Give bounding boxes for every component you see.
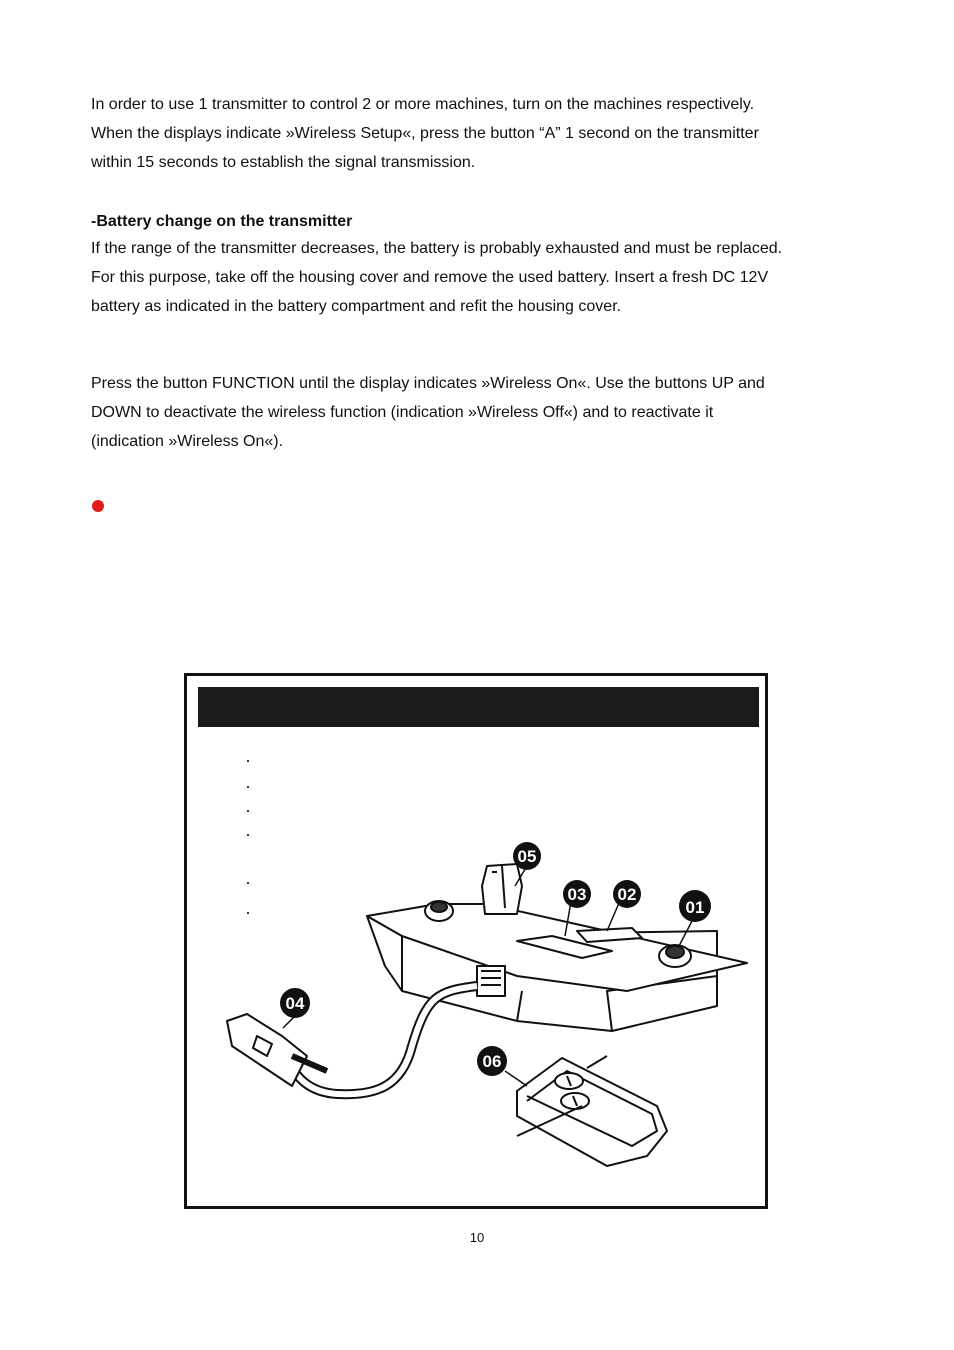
right-knob [659, 945, 691, 967]
callout-05 [513, 842, 541, 870]
callout-01 [679, 890, 711, 922]
text-line: In order to use 1 transmitter to control 2 or more machines, turn on the machines respectively. [91, 96, 755, 113]
red-bullet-icon [92, 500, 104, 512]
text-line: If the range of the transmitter decreases, the battery is probably exhausted and must be replaced. [91, 240, 783, 257]
text-line: For this purpose, take off the housing cover and remove the used battery. Insert a fresh DC 12V [91, 269, 769, 286]
callout-02-label: 02 [617, 885, 637, 904]
callout-06-label: 06 [482, 1052, 502, 1071]
callout-02 [613, 880, 641, 908]
plug [227, 1014, 327, 1086]
callout-01-label: 01 [685, 898, 705, 917]
callout-05-label: 05 [517, 847, 537, 866]
control-unit-diagram [187, 676, 765, 1206]
callout-04 [280, 988, 310, 1018]
paragraph-wireless-toggle [91, 369, 871, 456]
text-line: When the displays indicate »Wireless Setup«, press the button “A” 1 second on the transmitter [91, 125, 759, 142]
figure-frame [184, 673, 768, 1209]
callout-03-label: 03 [567, 885, 587, 904]
text-line: Press the button FUNCTION until the display indicates »Wireless On«. Use the buttons UP and [91, 375, 765, 392]
text-line: within 15 seconds to establish the signal transmission. [91, 154, 476, 171]
callout-06 [477, 1046, 507, 1076]
center-knob [482, 864, 522, 914]
callout-03 [563, 880, 591, 908]
battery-change-heading: -Battery change on the transmitter [91, 213, 353, 230]
text-line: (indication »Wireless On«). [91, 433, 284, 450]
page-number: 10 [469, 1230, 485, 1245]
text-line: DOWN to deactivate the wireless function (indication »Wireless Off«) and to reactivate it [91, 404, 714, 421]
text-line: battery as indicated in the battery compartment and refit the housing cover. [91, 298, 622, 315]
box-connector [477, 966, 505, 996]
left-knob [425, 901, 453, 921]
remote-transmitter [517, 1056, 667, 1166]
callout-04-label: 04 [285, 994, 305, 1013]
paragraph-multi-machine [91, 90, 871, 177]
paragraph-battery-change [91, 234, 871, 321]
